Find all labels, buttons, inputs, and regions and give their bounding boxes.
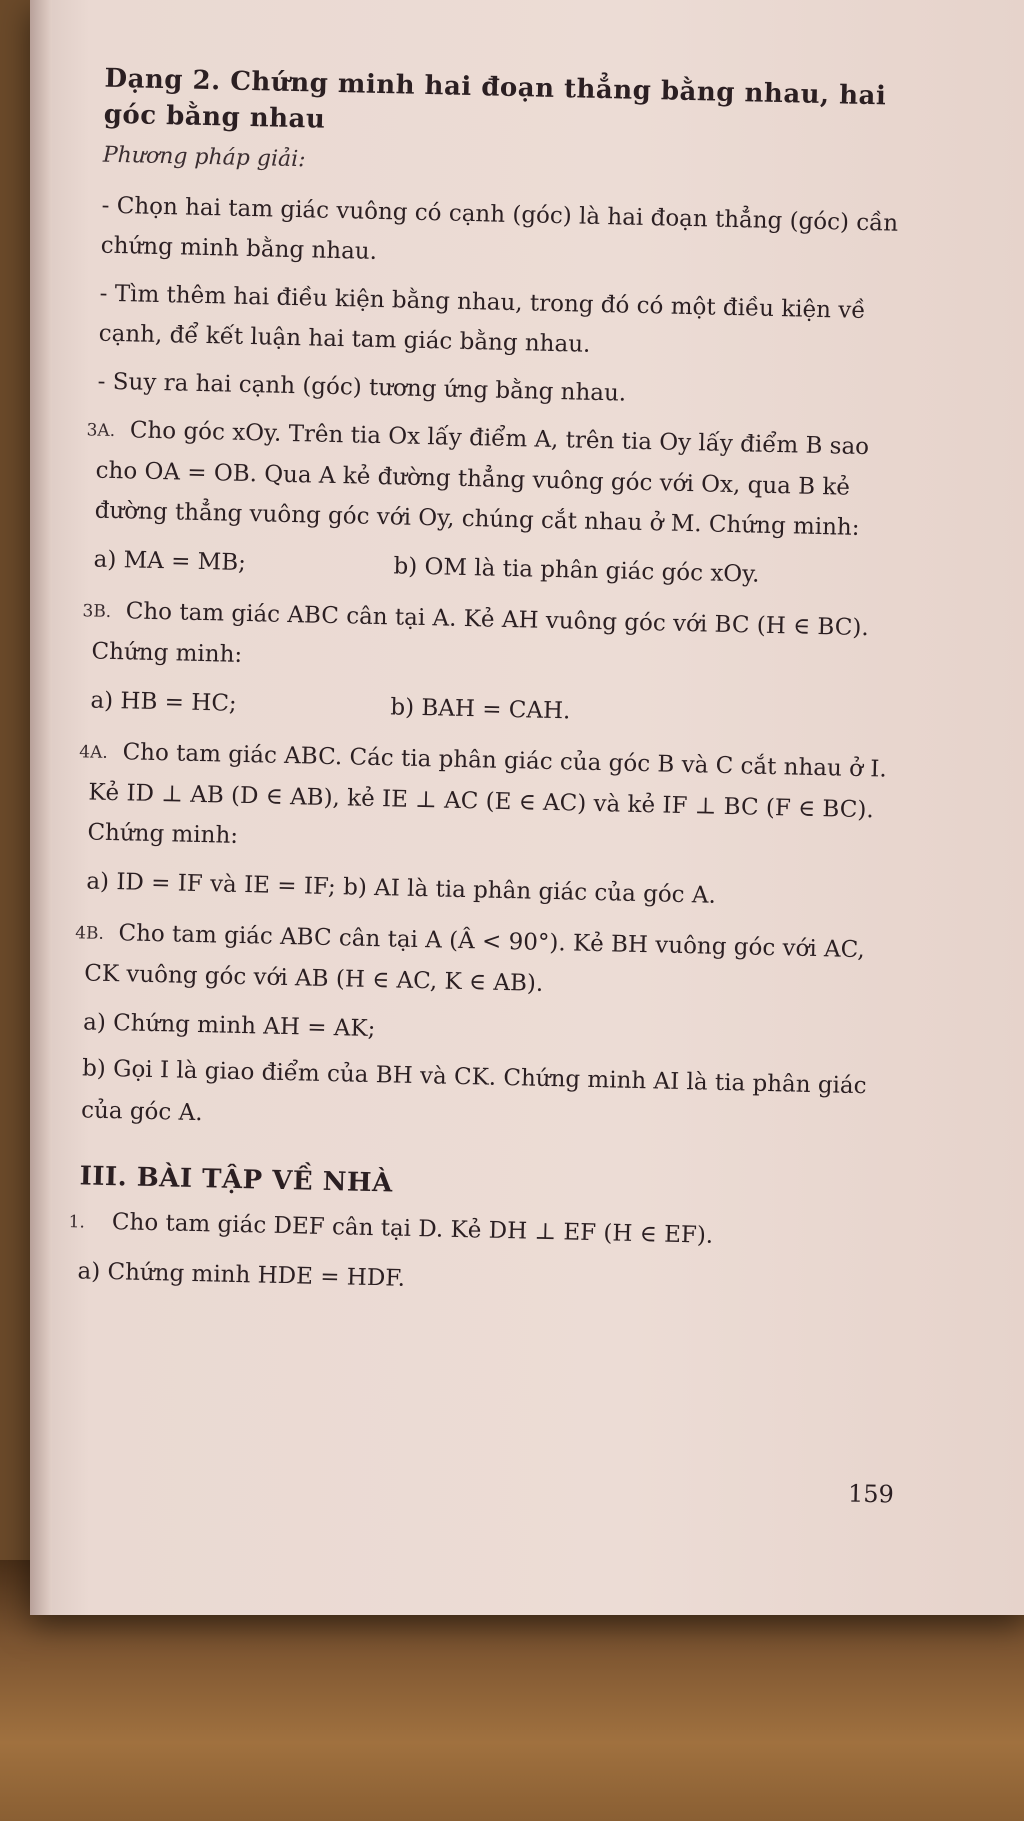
method-step: - Tìm thêm hai điều kiện bằng nhau, trong đó có một điều kiện về cạnh, để kết luận hai tam giác bằng nhau. — [98, 280, 866, 358]
exercise-number: 3A. — [86, 420, 116, 442]
exercise-4a — [79, 732, 890, 871]
method-title: Phương pháp giải: — [102, 142, 306, 173]
exercise-text: Cho tam giác DEF cân tại D. Kẻ DH ⊥ EF (H ∈ EF). — [111, 1209, 714, 1249]
homework-1 — [68, 1201, 879, 1260]
part-a: a) Chứng minh HDE = HDF. — [77, 1258, 406, 1292]
exercise-number: 3B. — [82, 601, 112, 622]
page-binding-edge — [30, 0, 52, 1615]
part-a: a) ID = IF và IE = IF; b) AI là tia phân giác của góc A. — [86, 868, 717, 909]
method-step: - Chọn hai tam giác vuông có cạnh (góc) là hai đoạn thẳng (góc) cần chứng minh bằng nhau. — [100, 192, 899, 265]
exercise-3a — [86, 410, 897, 549]
exercise-number: 4B. — [74, 923, 105, 944]
exercise-number: 4A. — [79, 742, 109, 763]
exercise-text: Cho tam giác ABC cân tại A. Kẻ AH vuông góc với BC (H ∈ BC). Chứng minh: — [91, 598, 869, 668]
part-b: b) BAH = CAH. — [390, 694, 571, 725]
part-b: b) Gọi I là giao điểm của BH và CK. Chứng minh AI là tia phân giác của góc A. — [80, 1055, 867, 1127]
exercise-3b-parts — [90, 680, 891, 740]
page-number: 159 — [847, 1479, 895, 1509]
exercise-text: Cho tam giác ABC. Các tia phân giác của góc B và C cắt nhau ở I. Kẻ ID ⊥ AB (D ∈ AB), kẻ IE ⊥ AC (E ∈ AC) và kẻ IF ⊥ BC (F ∈ BC). Chứng minh: — [87, 739, 887, 849]
exercise-3a-parts — [93, 539, 894, 599]
exercise-number: 1. — [68, 1212, 86, 1233]
section-heading: Dạng 2. Chứng minh hai đoạn thẳng bằng nhau, hai góc bằng nhau — [103, 63, 887, 135]
exercise-text: Cho tam giác ABC cân tại A (Â < 90°). Kẻ BH vuông góc với AC, CK vuông góc với AB (H ∈ AC, K ∈ AB). — [83, 920, 866, 997]
exercise-3b — [82, 591, 893, 690]
exercise-4b — [74, 912, 886, 1011]
section-title: III. BÀI TẬP VỀ NHÀ — [79, 1161, 394, 1199]
part-a: a) Chứng minh AH = AK; — [82, 1009, 376, 1043]
page-content — [47, 60, 905, 1321]
exercise-text: Cho góc xOy. Trên tia Ox lấy điểm A, trên tia Oy lấy điểm B sao cho OA = OB. Qua A kẻ đường thẳng vuông góc với Ox, qua B kẻ đường thẳng vuông góc với Oy, chúng cắt nhau ở M. Chứng minh: — [94, 417, 870, 541]
part-b: b) OM là tia phân giác góc xOy. — [393, 553, 760, 588]
part-a: a) HB = HC; — [90, 687, 237, 717]
part-a: a) MA = MB; — [93, 546, 247, 577]
method-step: - Suy ra hai cạnh (góc) tương ứng bằng nhau. — [97, 368, 627, 407]
